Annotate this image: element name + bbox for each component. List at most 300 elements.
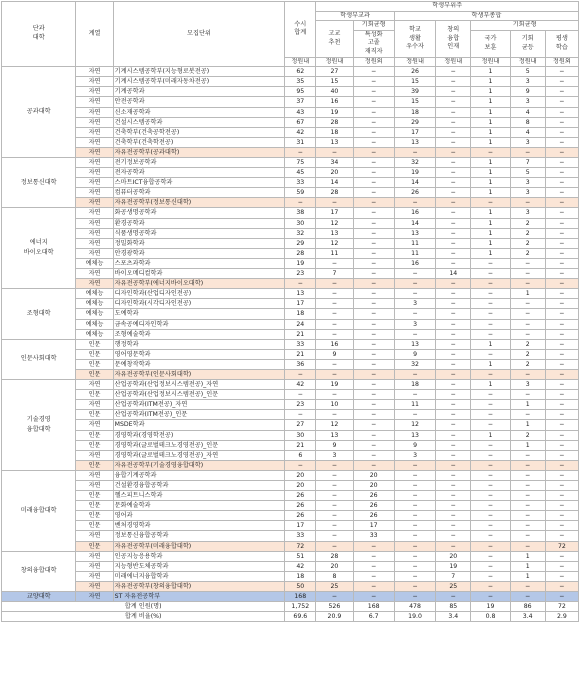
cell-gukga: 1 bbox=[471, 359, 510, 369]
header-pyeong: 평생 학습 bbox=[545, 30, 578, 57]
table-row bbox=[2, 581, 579, 591]
cell-gogyo: − bbox=[316, 198, 353, 208]
cell-gukga: 1 bbox=[471, 208, 510, 218]
cell-hakgyo: − bbox=[394, 460, 435, 470]
cell-hakgyo: 11 bbox=[394, 238, 435, 248]
cell-teuk: − bbox=[353, 127, 394, 137]
cell-gogyo: − bbox=[316, 470, 353, 480]
cell-pyeong: − bbox=[545, 289, 578, 299]
cell-hakgyo: − bbox=[394, 470, 435, 480]
cell-teuk: − bbox=[353, 228, 394, 238]
cell-changui: − bbox=[436, 77, 471, 87]
cell-changui: − bbox=[436, 147, 471, 157]
cell-gihoe: 1 bbox=[510, 571, 545, 581]
cell-changui: − bbox=[436, 359, 471, 369]
cell-total: 23 bbox=[285, 269, 316, 279]
cell-gogyo: 12 bbox=[316, 238, 353, 248]
cell-unit: 문화예술학과 bbox=[113, 501, 285, 511]
st-cell: 168 bbox=[285, 592, 316, 602]
cell-gihoe: − bbox=[510, 147, 545, 157]
cell-total: 18 bbox=[285, 571, 316, 581]
table-body bbox=[2, 67, 579, 622]
cell-unit: 건설시스템공학과 bbox=[113, 117, 285, 127]
cell-changui: − bbox=[436, 107, 471, 117]
cell-teuk: 20 bbox=[353, 481, 394, 491]
cell-hakgyo: 32 bbox=[394, 158, 435, 168]
summary-value: 526 bbox=[316, 602, 353, 612]
cell-pyeong: − bbox=[545, 319, 578, 329]
cell-gihoe: − bbox=[510, 531, 545, 541]
cell-teuk: − bbox=[353, 581, 394, 591]
table-row bbox=[2, 369, 579, 379]
cell-teuk: − bbox=[353, 248, 394, 258]
cell-gihoe: − bbox=[510, 511, 545, 521]
cell-teuk: − bbox=[353, 349, 394, 359]
cell-hakgyo: 16 bbox=[394, 208, 435, 218]
cell-gihoe: − bbox=[510, 369, 545, 379]
cell-gihoe: 2 bbox=[510, 359, 545, 369]
table-row bbox=[2, 208, 579, 218]
cell-hakgyo: 9 bbox=[394, 440, 435, 450]
cell-field: 예체능 bbox=[76, 258, 113, 268]
cell-field: 인문 bbox=[76, 390, 113, 400]
st-cell: − bbox=[471, 592, 510, 602]
header-unit: 모집단위 bbox=[113, 2, 285, 67]
cell-hakgyo: 3 bbox=[394, 299, 435, 309]
cell-field: 인문 bbox=[76, 541, 113, 551]
st-cell: ST 자유전공학부 bbox=[113, 592, 285, 602]
cell-changui: − bbox=[436, 289, 471, 299]
cell-unit: 전기정보공학과 bbox=[113, 158, 285, 168]
cell-total: 45 bbox=[285, 168, 316, 178]
cell-teuk: − bbox=[353, 107, 394, 117]
cell-gogyo: − bbox=[316, 531, 353, 541]
header-changui: 창의 융합 인재 bbox=[436, 21, 471, 57]
cell-hakgyo: 32 bbox=[394, 359, 435, 369]
header-gyunhyung-2: 기회균형 bbox=[471, 21, 579, 31]
cell-pyeong: − bbox=[545, 188, 578, 198]
cell-changui: − bbox=[436, 238, 471, 248]
cell-field: 자연 bbox=[76, 470, 113, 480]
cell-hakgyo: 26 bbox=[394, 67, 435, 77]
quota-in-changui: 정원내 bbox=[436, 57, 471, 67]
cell-unit: 영어과 bbox=[113, 511, 285, 521]
cell-hakgyo: − bbox=[394, 491, 435, 501]
cell-total: 26 bbox=[285, 491, 316, 501]
cell-hakgyo: − bbox=[394, 410, 435, 420]
cell-teuk: − bbox=[353, 450, 394, 460]
cell-field: 자연 bbox=[76, 87, 113, 97]
cell-changui: − bbox=[436, 430, 471, 440]
cell-unit: 기계시스템공학부(지능형로봇전공) bbox=[113, 67, 285, 77]
cell-hakgyo: − bbox=[394, 279, 435, 289]
cell-hakgyo: 12 bbox=[394, 420, 435, 430]
cell-pyeong: − bbox=[545, 198, 578, 208]
quota-in-hakgyo: 정원내 bbox=[394, 57, 435, 67]
st-cell: − bbox=[545, 592, 578, 602]
cell-changui: − bbox=[436, 178, 471, 188]
cell-gukga: 1 bbox=[471, 77, 510, 87]
cell-gukga: − bbox=[471, 521, 510, 531]
cell-unit: 자유전공학부(인문사회대학) bbox=[113, 369, 285, 379]
table-row bbox=[2, 147, 579, 157]
cell-pyeong: − bbox=[545, 390, 578, 400]
table-row bbox=[2, 440, 579, 450]
cell-unit: 자유전공학부(미래융합대학) bbox=[113, 541, 285, 551]
cell-teuk: − bbox=[353, 279, 394, 289]
cell-gukga: 1 bbox=[471, 238, 510, 248]
cell-field: 자연 bbox=[76, 158, 113, 168]
cell-pyeong: − bbox=[545, 430, 578, 440]
cell-field: 자연 bbox=[76, 400, 113, 410]
header-group-main: 학생부위주 bbox=[316, 2, 579, 12]
cell-total: 51 bbox=[285, 551, 316, 561]
cell-hakgyo: 29 bbox=[394, 117, 435, 127]
cell-gogyo: − bbox=[316, 511, 353, 521]
cell-hakgyo: − bbox=[394, 501, 435, 511]
cell-pyeong: − bbox=[545, 450, 578, 460]
cell-field: 예체능 bbox=[76, 319, 113, 329]
cell-total: 59 bbox=[285, 188, 316, 198]
table-row bbox=[2, 168, 579, 178]
cell-gukga: − bbox=[471, 299, 510, 309]
cell-gihoe: − bbox=[510, 481, 545, 491]
cell-gihoe: 1 bbox=[510, 551, 545, 561]
cell-teuk: 26 bbox=[353, 511, 394, 521]
cell-gukga: 1 bbox=[471, 168, 510, 178]
table-row bbox=[2, 269, 579, 279]
table-row bbox=[2, 380, 579, 390]
cell-gukga: − bbox=[471, 147, 510, 157]
cell-field: 자연 bbox=[76, 420, 113, 430]
cell-teuk: − bbox=[353, 329, 394, 339]
summary-value: 72 bbox=[545, 602, 578, 612]
table-row bbox=[2, 107, 579, 117]
cell-hakgyo: 18 bbox=[394, 107, 435, 117]
cell-total: 29 bbox=[285, 238, 316, 248]
cell-gukga: − bbox=[471, 470, 510, 480]
cell-teuk: 33 bbox=[353, 531, 394, 541]
cell-field: 자연 bbox=[76, 531, 113, 541]
cell-changui: − bbox=[436, 410, 471, 420]
cell-gihoe: − bbox=[510, 279, 545, 289]
cell-gukga: − bbox=[471, 269, 510, 279]
cell-total: − bbox=[285, 279, 316, 289]
cell-gukga: 1 bbox=[471, 107, 510, 117]
cell-total: − bbox=[285, 460, 316, 470]
cell-changui: − bbox=[436, 168, 471, 178]
cell-total: 20 bbox=[285, 470, 316, 480]
cell-gogyo: 25 bbox=[316, 581, 353, 591]
table-row bbox=[2, 400, 579, 410]
cell-gogyo: 18 bbox=[316, 127, 353, 137]
cell-gukga: − bbox=[471, 198, 510, 208]
cell-total: 32 bbox=[285, 228, 316, 238]
cell-unit: 건축학부(건축공학전공) bbox=[113, 127, 285, 137]
cell-hakgyo: − bbox=[394, 329, 435, 339]
cell-pyeong: − bbox=[545, 561, 578, 571]
table-row bbox=[2, 97, 579, 107]
cell-unit: 헬스피트니스학과 bbox=[113, 491, 285, 501]
cell-gukga: 1 bbox=[471, 339, 510, 349]
cell-gogyo: 9 bbox=[316, 349, 353, 359]
cell-total: 21 bbox=[285, 329, 316, 339]
cell-hakgyo: − bbox=[394, 369, 435, 379]
cell-gogyo: 16 bbox=[316, 97, 353, 107]
cell-gogyo: 7 bbox=[316, 269, 353, 279]
cell-unit: 식품생명공학과 bbox=[113, 228, 285, 238]
cell-teuk: − bbox=[353, 67, 394, 77]
cell-unit: 금속공예디자인학과 bbox=[113, 319, 285, 329]
table-row bbox=[2, 390, 579, 400]
cell-unit: 환경공학과 bbox=[113, 218, 285, 228]
cell-gihoe: − bbox=[510, 450, 545, 460]
table-row bbox=[2, 238, 579, 248]
cell-hakgyo: − bbox=[394, 481, 435, 491]
cell-field: 자연 bbox=[76, 198, 113, 208]
cell-unit: 안전공학과 bbox=[113, 97, 285, 107]
cell-field: 자연 bbox=[76, 117, 113, 127]
cell-changui: − bbox=[436, 531, 471, 541]
college-name: 정보통신대학 bbox=[2, 158, 76, 208]
cell-gogyo: 9 bbox=[316, 440, 353, 450]
cell-changui: − bbox=[436, 208, 471, 218]
cell-changui: − bbox=[436, 127, 471, 137]
cell-unit: 기계공학과 bbox=[113, 87, 285, 97]
cell-total: 37 bbox=[285, 97, 316, 107]
cell-gukga: 1 bbox=[471, 97, 510, 107]
header-gukga: 국가 보훈 bbox=[471, 30, 510, 57]
cell-changui: − bbox=[436, 188, 471, 198]
cell-field: 인문 bbox=[76, 359, 113, 369]
cell-teuk: − bbox=[353, 208, 394, 218]
cell-pyeong: − bbox=[545, 279, 578, 289]
cell-unit: 벤처경영학과 bbox=[113, 521, 285, 531]
cell-teuk: − bbox=[353, 289, 394, 299]
college-name: 기술경영 융합대학 bbox=[2, 380, 76, 471]
table-row bbox=[2, 228, 579, 238]
cell-pyeong: − bbox=[545, 521, 578, 531]
table-row bbox=[2, 501, 579, 511]
cell-field: 자연 bbox=[76, 581, 113, 591]
cell-unit: 산업공학과(ITM전공)_인문 bbox=[113, 410, 285, 420]
cell-pyeong: − bbox=[545, 208, 578, 218]
cell-field: 자연 bbox=[76, 208, 113, 218]
cell-pyeong: − bbox=[545, 147, 578, 157]
cell-unit: 컴퓨터공학과 bbox=[113, 188, 285, 198]
summary-value: 69.6 bbox=[285, 612, 316, 622]
cell-changui: − bbox=[436, 67, 471, 77]
cell-teuk: 17 bbox=[353, 521, 394, 531]
cell-gukga: − bbox=[471, 541, 510, 551]
cell-hakgyo: − bbox=[394, 581, 435, 591]
table-row bbox=[2, 77, 579, 87]
cell-gogyo: 8 bbox=[316, 571, 353, 581]
header-gihoe: 기회 균등 bbox=[510, 30, 545, 57]
cell-total: 35 bbox=[285, 77, 316, 87]
cell-gogyo: 13 bbox=[316, 430, 353, 440]
cell-gihoe: 1 bbox=[510, 420, 545, 430]
cell-gukga: − bbox=[471, 400, 510, 410]
cell-unit: 영어영문학과 bbox=[113, 349, 285, 359]
cell-gihoe: 3 bbox=[510, 97, 545, 107]
cell-teuk: − bbox=[353, 87, 394, 97]
cell-teuk: − bbox=[353, 158, 394, 168]
cell-pyeong: − bbox=[545, 127, 578, 137]
cell-field: 자연 bbox=[76, 279, 113, 289]
cell-changui: − bbox=[436, 511, 471, 521]
st-cell: − bbox=[510, 592, 545, 602]
cell-gogyo: 13 bbox=[316, 137, 353, 147]
cell-gukga: 1 bbox=[471, 87, 510, 97]
cell-changui: − bbox=[436, 460, 471, 470]
cell-field: 인문 bbox=[76, 491, 113, 501]
cell-total: 17 bbox=[285, 521, 316, 531]
cell-gihoe: 2 bbox=[510, 248, 545, 258]
ratio-row bbox=[2, 612, 579, 622]
cell-field: 인문 bbox=[76, 410, 113, 420]
cell-field: 자연 bbox=[76, 107, 113, 117]
cell-gukga: 1 bbox=[471, 117, 510, 127]
cell-gogyo: − bbox=[316, 279, 353, 289]
table-row bbox=[2, 430, 579, 440]
cell-teuk: − bbox=[353, 460, 394, 470]
cell-pyeong: − bbox=[545, 137, 578, 147]
cell-total: 95 bbox=[285, 87, 316, 97]
cell-total: 67 bbox=[285, 117, 316, 127]
cell-hakgyo: − bbox=[394, 390, 435, 400]
cell-unit: 바이오메디컬학과 bbox=[113, 269, 285, 279]
cell-gukga: 1 bbox=[471, 178, 510, 188]
cell-teuk: − bbox=[353, 369, 394, 379]
cell-field: 인문 bbox=[76, 521, 113, 531]
cell-field: 자연 bbox=[76, 147, 113, 157]
college-name: 창의융합대학 bbox=[2, 551, 76, 591]
cell-pyeong: − bbox=[545, 117, 578, 127]
cell-field: 자연 bbox=[76, 551, 113, 561]
cell-unit: 건축학부(건축학전공) bbox=[113, 137, 285, 147]
cell-gogyo: 19 bbox=[316, 380, 353, 390]
cell-gogyo: 28 bbox=[316, 551, 353, 561]
cell-teuk: − bbox=[353, 430, 394, 440]
cell-total: 6 bbox=[285, 450, 316, 460]
table-row bbox=[2, 158, 579, 168]
cell-pyeong: − bbox=[545, 460, 578, 470]
cell-changui: − bbox=[436, 450, 471, 460]
cell-gihoe: 3 bbox=[510, 137, 545, 147]
cell-gihoe: 3 bbox=[510, 77, 545, 87]
cell-gukga: − bbox=[471, 561, 510, 571]
cell-total: 20 bbox=[285, 481, 316, 491]
table-row bbox=[2, 460, 579, 470]
cell-gukga: − bbox=[471, 460, 510, 470]
cell-unit: 경영학과(글로벌테크노경영전공)_인문 bbox=[113, 440, 285, 450]
table-row bbox=[2, 359, 579, 369]
cell-gogyo: − bbox=[316, 521, 353, 531]
cell-total: 28 bbox=[285, 248, 316, 258]
cell-changui: − bbox=[436, 158, 471, 168]
cell-teuk: − bbox=[353, 359, 394, 369]
quota-in-total: 정원내 bbox=[285, 57, 316, 67]
cell-pyeong: − bbox=[545, 309, 578, 319]
college-name: 공과대학 bbox=[2, 67, 76, 158]
table-row bbox=[2, 248, 579, 258]
admission-quota-table bbox=[1, 1, 579, 622]
cell-field: 자연 bbox=[76, 178, 113, 188]
cell-teuk: − bbox=[353, 339, 394, 349]
cell-gogyo: 20 bbox=[316, 561, 353, 571]
summary-value: 3.4 bbox=[510, 612, 545, 622]
cell-pyeong: − bbox=[545, 238, 578, 248]
cell-gukga: 1 bbox=[471, 127, 510, 137]
cell-hakgyo: 16 bbox=[394, 258, 435, 268]
cell-unit: 행정학과 bbox=[113, 339, 285, 349]
cell-total: 38 bbox=[285, 208, 316, 218]
cell-gukga: − bbox=[471, 420, 510, 430]
cell-gihoe: 3 bbox=[510, 208, 545, 218]
cell-hakgyo: − bbox=[394, 198, 435, 208]
cell-field: 자연 bbox=[76, 380, 113, 390]
cell-hakgyo: 13 bbox=[394, 339, 435, 349]
cell-total: 42 bbox=[285, 127, 316, 137]
cell-changui: − bbox=[436, 117, 471, 127]
cell-changui: − bbox=[436, 481, 471, 491]
table-row bbox=[2, 67, 579, 77]
cell-teuk: − bbox=[353, 551, 394, 561]
summary-value: 19.0 bbox=[394, 612, 435, 622]
cell-pyeong: − bbox=[545, 87, 578, 97]
cell-unit: 경영학과(글로벌테크노경영전공)_자연 bbox=[113, 450, 285, 460]
table-row bbox=[2, 329, 579, 339]
cell-changui: − bbox=[436, 349, 471, 359]
header-total: 수시 합계 bbox=[285, 2, 316, 58]
cell-pyeong: − bbox=[545, 551, 578, 561]
cell-unit: 화공생명공학과 bbox=[113, 208, 285, 218]
cell-gihoe: − bbox=[510, 460, 545, 470]
summary-value: 0.8 bbox=[471, 612, 510, 622]
cell-pyeong: − bbox=[545, 349, 578, 359]
cell-teuk: − bbox=[353, 97, 394, 107]
cell-gogyo: 15 bbox=[316, 77, 353, 87]
header-group-jonghap: 학생부종합 bbox=[394, 11, 578, 21]
cell-teuk: − bbox=[353, 269, 394, 279]
cell-field: 자연 bbox=[76, 137, 113, 147]
cell-total: 13 bbox=[285, 289, 316, 299]
cell-gogyo: 28 bbox=[316, 117, 353, 127]
cell-changui: − bbox=[436, 339, 471, 349]
cell-gukga: − bbox=[471, 440, 510, 450]
cell-pyeong: − bbox=[545, 107, 578, 117]
cell-changui: − bbox=[436, 218, 471, 228]
cell-gogyo: 12 bbox=[316, 420, 353, 430]
cell-hakgyo: 14 bbox=[394, 178, 435, 188]
summary-value: 2.9 bbox=[545, 612, 578, 622]
cell-gogyo: 17 bbox=[316, 208, 353, 218]
cell-pyeong: − bbox=[545, 470, 578, 480]
header-group-gyogwa: 학생부교과 bbox=[316, 11, 395, 21]
cell-field: 예체능 bbox=[76, 329, 113, 339]
cell-total: 50 bbox=[285, 581, 316, 591]
header-hakgyo: 학교 생활 우수자 bbox=[394, 21, 435, 57]
table-row bbox=[2, 178, 579, 188]
header-gyunhyung-1: 기회균형 bbox=[353, 21, 394, 31]
table-row bbox=[2, 198, 579, 208]
cell-gihoe: 2 bbox=[510, 430, 545, 440]
st-cell: − bbox=[353, 592, 394, 602]
cell-gukga: 1 bbox=[471, 137, 510, 147]
cell-gukga: − bbox=[471, 491, 510, 501]
cell-gukga: − bbox=[471, 289, 510, 299]
